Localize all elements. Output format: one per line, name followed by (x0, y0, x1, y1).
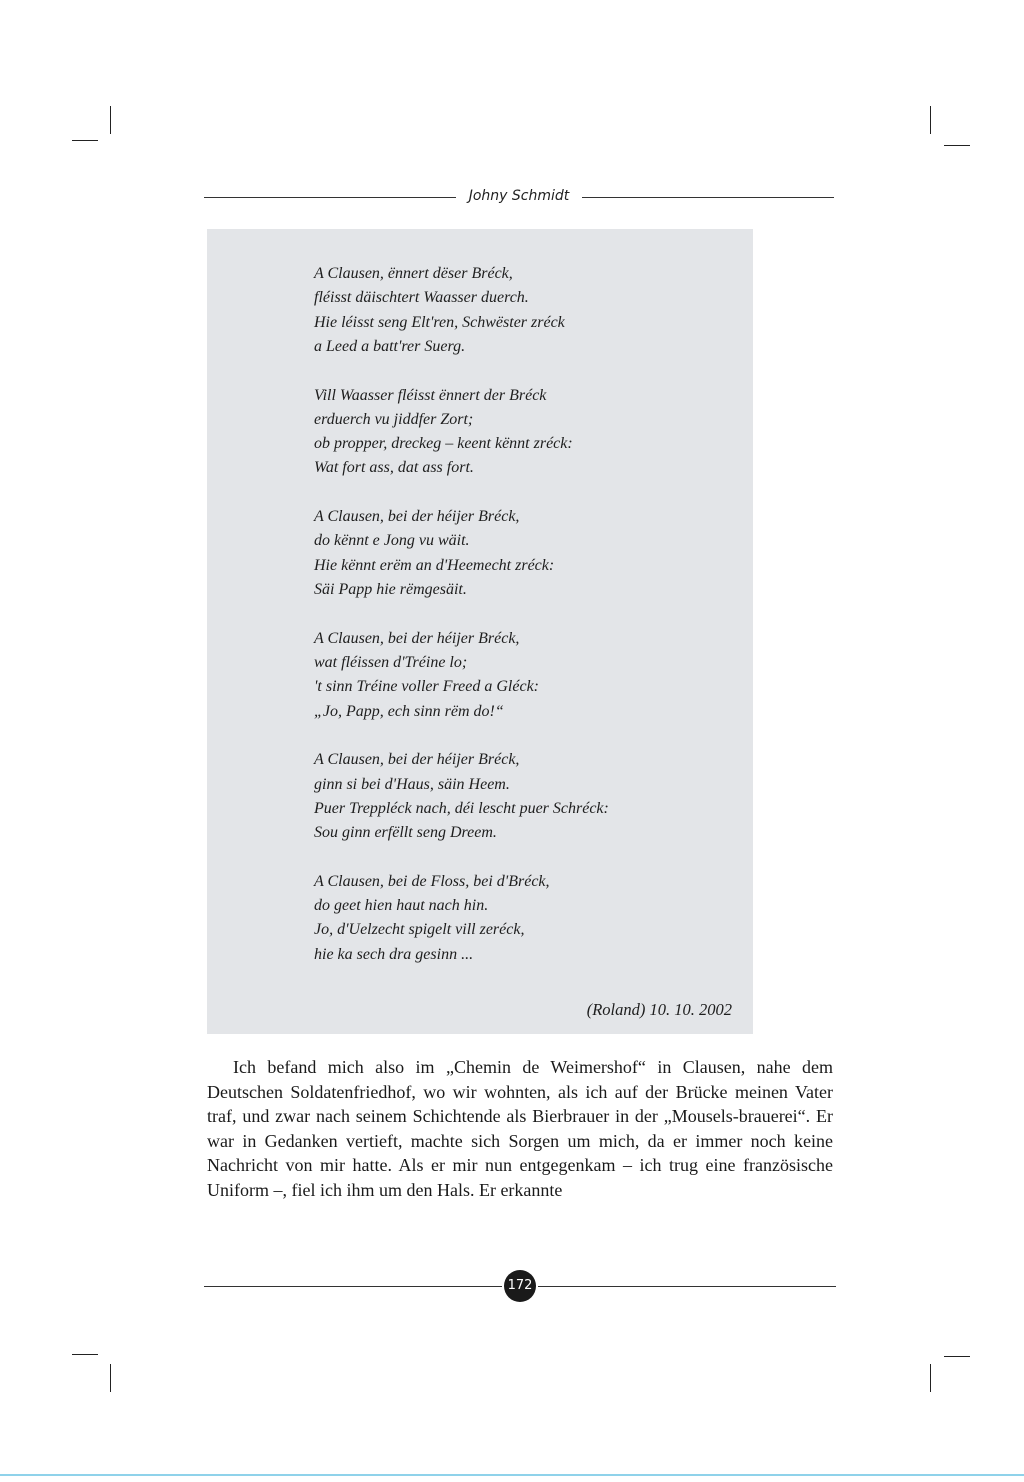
poem-line: A Clausen, ënnert dëser Bréck, (314, 265, 513, 282)
page-number: 172 (504, 1270, 536, 1302)
body-text (207, 1055, 833, 1203)
poem-line: A Clausen, bei der héijer Bréck, (314, 751, 520, 769)
poem-stanza (314, 384, 734, 481)
poem-stanza (314, 748, 734, 845)
crop-mark (944, 1356, 970, 1357)
body-paragraph: Ich befand mich also im „Chemin de Weimershof“ in Clausen, nahe dem Deutschen Soldatenfriedhof, wo wir wohnten, als ich auf der Brücke meinen Vater traf, und zwar nach seinem Schichtende als Bierbrauer in der „Mousels-brauerei“. Er war in Gedanken vertieft, machte sich Sorgen um mich, da er immer noch keine Nachricht von mir hatte. Als er mir nun entgegenkam – ich trug eine französische Uniform –, fiel ich ihm um den Hals. Er erkannte (207, 1057, 833, 1200)
crop-mark (944, 145, 970, 146)
footer-rule-left (204, 1286, 502, 1287)
poem-line: Säi Papp hie rëmgesäit. (314, 581, 467, 599)
poem-stanza (314, 627, 734, 724)
poem (314, 262, 734, 991)
poem-line: erduerch vu jiddfer Zort; (314, 410, 474, 428)
poem-line: wat fléissen d'Tréine lo; (314, 654, 468, 672)
poem-line: A Clausen, bei de Floss, bei d'Bréck, (314, 872, 550, 890)
poem-line: Wat fort ass, dat ass fort. (314, 459, 474, 477)
poem-line: A Clausen, bei der héijer Bréck, (314, 629, 520, 647)
page-footer (204, 1270, 836, 1302)
poem-line: Hie kënnt erëm an d'Heemecht zréck: (314, 556, 555, 574)
poem-box (207, 229, 753, 1034)
poem-line: Vill Waasser fléisst ënnert der Bréck (314, 386, 547, 404)
poem-line: Hie léisst seng Elt'ren, Schwëster zréck (314, 313, 565, 331)
poem-line: a Leed a batt'rer Suerg. (314, 337, 466, 355)
poem-line: A Clausen, bei der héijer Bréck, (314, 508, 520, 526)
poem-line: Puer Treppléck nach, déi lescht puer Schréck: (314, 799, 609, 817)
footer-rule-right (538, 1286, 836, 1287)
poem-line: Jo, d'Uelzecht spigelt vill zeréck, (314, 921, 525, 939)
crop-mark (110, 106, 111, 134)
poem-line: do kënnt e Jong vu wäit. (314, 532, 470, 550)
header-rule-left (204, 197, 456, 198)
poem-signature: (Roland) 10. 10. 2002 (586, 1000, 732, 1019)
crop-mark (72, 140, 98, 141)
poem-line: ob propper, dreckeg – keent kënnt zréck: (314, 435, 573, 453)
poem-line: fléisst däischtert Waasser duerch. (314, 289, 529, 307)
poem-line: hie ka sech dra gesinn ... (314, 945, 474, 963)
poem-stanza (314, 262, 734, 359)
crop-mark (72, 1354, 98, 1355)
poem-line: do geet hien haut nach hin. (314, 897, 489, 915)
running-header (204, 185, 834, 211)
poem-stanza (314, 505, 734, 602)
poem-line: ginn si bei d'Haus, säin Heem. (314, 775, 510, 793)
poem-line: 't sinn Tréine voller Freed a Gléck: (314, 678, 539, 696)
crop-mark (110, 1364, 111, 1392)
page-edge-line (0, 1474, 1024, 1476)
header-rule-right (582, 197, 834, 198)
header-author: Johny Schmidt (468, 188, 570, 204)
crop-mark (930, 1364, 931, 1392)
poem-line: „Jo, Papp, ech sinn rëm do!“ (314, 702, 504, 720)
poem-stanza (314, 870, 734, 967)
crop-mark (930, 106, 931, 134)
poem-line: Sou ginn erfëllt seng Dreem. (314, 824, 497, 842)
